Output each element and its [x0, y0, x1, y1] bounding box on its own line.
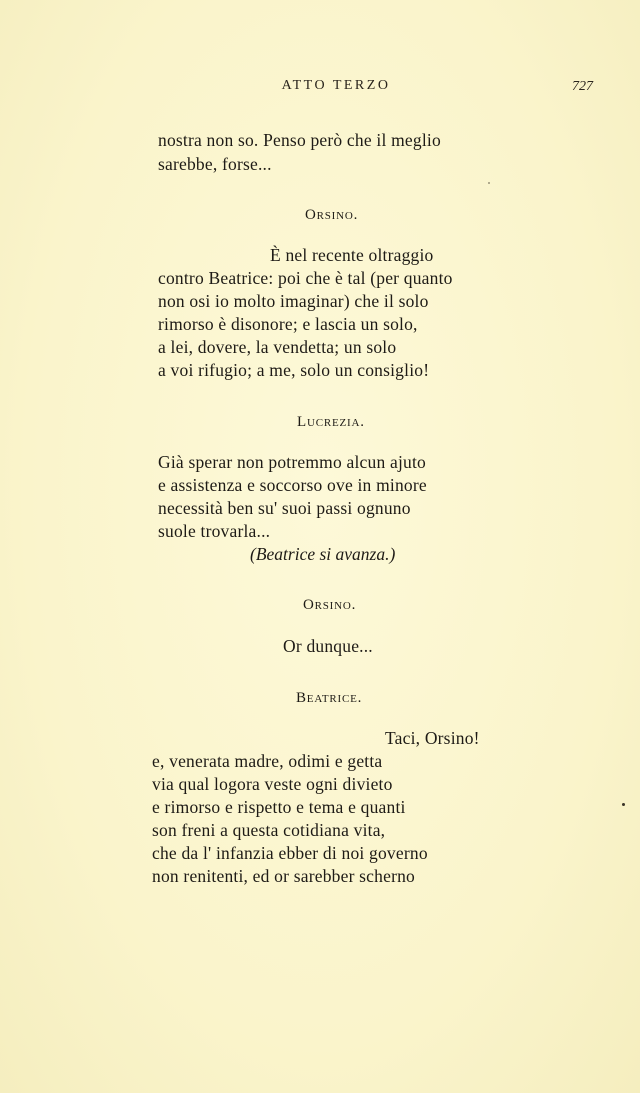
speaker-name: Beatrice. [296, 690, 363, 706]
verse-line: che da l' infanzia ebber di noi governo [152, 843, 428, 863]
verse-line: necessità ben su' suoi passi ognuno [158, 498, 411, 518]
verse-line: son freni a questa cotidiana vita, [152, 820, 386, 840]
verse-line: Già sperar non potremmo alcun ajuto [158, 452, 426, 472]
paper-speck [488, 182, 490, 184]
page-number: 727 [572, 79, 593, 94]
stage-direction: (Beatrice si avanza.) [250, 544, 396, 564]
verse-line: a lei, dovere, la vendetta; un solo [158, 337, 397, 357]
verse-line: È nel recente oltraggio [270, 245, 434, 265]
verse-line: via qual logora veste ogni divieto [152, 774, 393, 794]
verse-line: e assistenza e soccorso ove in minore [158, 475, 427, 495]
verse-line: non osi io molto imaginar) che il solo [158, 291, 429, 311]
running-head: ATTO TERZO [281, 78, 391, 93]
verse-line: contro Beatrice: poi che è tal (per quanto [158, 268, 453, 288]
speaker-name: Orsino. [305, 207, 359, 223]
verse-line: Or dunque... [283, 636, 373, 656]
verse-line: e, venerata madre, odimi e getta [152, 751, 383, 771]
speaker-name: Lucrezia. [297, 414, 365, 430]
verse-line: a voi rifugio; a me, solo un consiglio! [158, 360, 430, 380]
verse-line: rimorso è disonore; e lascia un solo, [158, 314, 418, 334]
verse-line: e rimorso e rispetto e tema e quanti [152, 797, 406, 817]
paper-speck [622, 803, 625, 806]
verse-line: non renitenti, ed or sarebber scherno [152, 866, 415, 886]
verse-line: suole trovarla... [158, 521, 271, 541]
verse-line: nostra non so. Penso però che il meglio [158, 130, 441, 150]
verse-line: Taci, Orsino! [385, 728, 480, 748]
speaker-name: Orsino. [303, 597, 357, 613]
verse-line: sarebbe, forse... [158, 154, 272, 174]
